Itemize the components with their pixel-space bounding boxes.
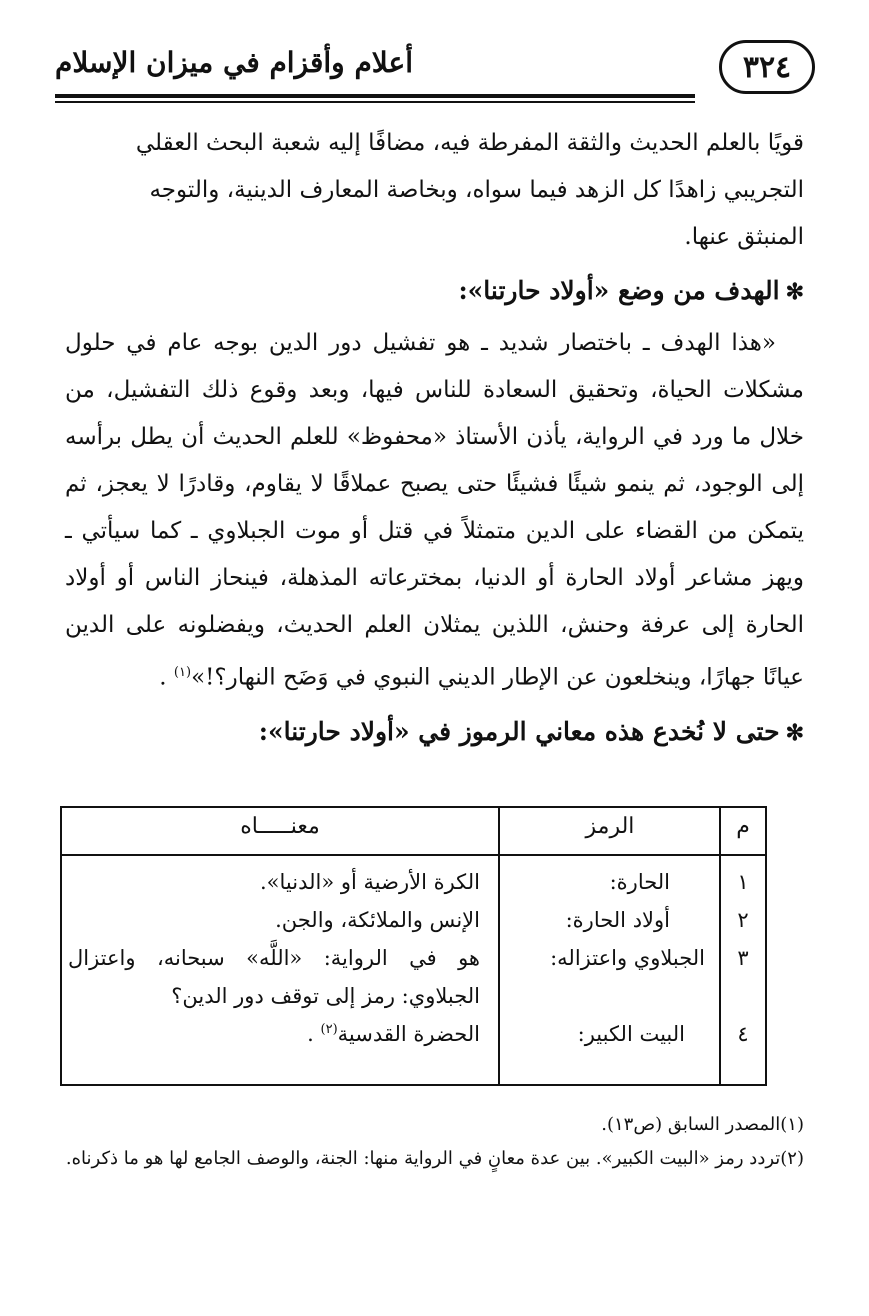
table-header-rule	[62, 854, 765, 856]
row-num: ٣	[737, 946, 749, 970]
page-number: ٣٢٤	[719, 40, 815, 94]
intro-line: قويًا بالعلم الحديث والثقة المفرطة فيه، مضافًا إليه شعبة البحث العقلي	[135, 130, 804, 156]
footnotes	[65, 1108, 804, 1176]
asterisk-icon: ✻	[785, 719, 804, 746]
book-title: أعلام وأقزام في ميزان الإسلام	[55, 46, 413, 79]
quote-paragraph	[65, 320, 804, 702]
row-symbol: الحارة:	[609, 870, 670, 894]
row-symbol: أولاد الحارة:	[565, 908, 670, 932]
row-meaning: الإنس والملائكة، والجن.	[275, 908, 480, 932]
table-divider	[719, 808, 721, 1084]
header-symbol: الرمز	[585, 814, 635, 839]
asterisk-icon: ✻	[785, 279, 804, 305]
heading-text: الهدف من وضع «أولاد حارتنا»:	[458, 276, 780, 305]
footnote-2: (٢)تردد رمز «البيت الكبير». بين عدة معانٍ في الرواية منها: الجنة، والوصف الجامع لها هو ما ذكرناه.	[65, 1148, 804, 1169]
paragraph-end: .	[159, 664, 174, 691]
section-heading-symbols	[65, 708, 804, 757]
row-num: ١	[737, 870, 749, 894]
row-num: ٢	[737, 908, 749, 932]
row-num: ٤	[737, 1022, 749, 1046]
table-divider	[498, 808, 500, 1084]
header-rule-thin	[55, 101, 695, 103]
footnote-ref: (٢)	[320, 1022, 338, 1037]
header-num: م	[736, 814, 750, 839]
page-header	[55, 38, 815, 102]
row-meaning: هو في الرواية: «اللَّه» سبحانه، واعتزال	[68, 946, 480, 970]
row-symbol: الجبلاوي واعتزاله:	[550, 946, 705, 970]
intro-line: التجريبي زاهدًا كل الزهد فيما سواه، وبخاصة المعارف الدينية، والتوجه	[149, 177, 804, 203]
symbols-table	[60, 806, 767, 1086]
heading-text: حتى لا نُخدع هذه معاني الرموز في «أولاد حارتنا»:	[258, 716, 780, 746]
header-rule	[55, 94, 695, 98]
header-meaning: معنـــــاه	[240, 814, 320, 839]
footnote-ref: (١)	[173, 665, 192, 680]
row-symbol: البيت الكبير:	[577, 1022, 685, 1046]
footnote-1: (١)المصدر السابق (ص١٣).	[601, 1114, 804, 1135]
intro-line: المنبثق عنها.	[684, 224, 804, 250]
paragraph-text: «هذا الهدف ـ باختصار شديد ـ هو تفشيل دور الدين بوجه عام في حلول مشكلات الحياة، وتحقيق السعادة للناس فيها، وبعد وقوع ذلك التفشيل، من خلال ما ورد في الرواية، يأذن الأستاذ «محفوظ» للعلم الحديث أن يطل برأسه إلى الوجود، ثم ينمو شيئًا فشيئًا حتى يصبح عملاقًا لا يقاوم، وقادرًا لا يعجز، ثم يتمكن من القضاء على الدين متمثلاً في قتل أو موت الجبلاوي ـ كما سيأتي ـ ويهز مشاعر أولاد الحارة أو الدنيا، بمخترعاته المذهلة، فينحاز الناس أو أولاد الحارة إلى عرفة وحنش، اللذين يمثلان العلم الحديث، ويفضلونه على الدين عيانًا جهارًا، وينخلعون عن الإطار الديني النبوي في وَضَح النهار؟!»	[65, 330, 804, 691]
row-meaning: الحضرة القدسية$^{(٢)}$ .	[307, 1022, 480, 1046]
body-text	[65, 120, 804, 761]
row-meaning-cont: الجبلاوي: رمز إلى توقف دور الدين؟	[171, 984, 480, 1008]
section-heading-goal	[65, 267, 804, 316]
row-meaning: الكرة الأرضية أو «الدنيا».	[259, 870, 480, 894]
